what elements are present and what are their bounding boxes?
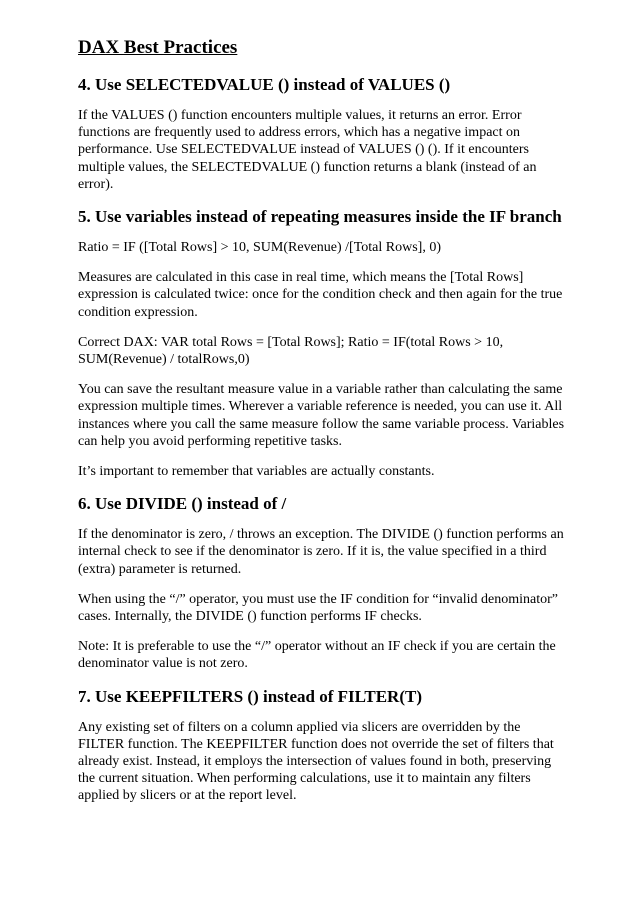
section-selectedvalue xyxy=(78,74,568,193)
paragraph: If the denominator is zero, / throws an exception. The DIVIDE () function performs an internal check to see if the denominator is zero. If it is, the value specified in a third (extra) parameter is returned. xyxy=(78,527,564,577)
section-keepfilters xyxy=(78,686,568,805)
section-heading: 5. Use variables instead of repeating measures inside the IF branch xyxy=(78,207,562,227)
section-heading: 4. Use SELECTEDVALUE () instead of VALUES () xyxy=(78,75,451,94)
code-example: Ratio = IF ([Total Rows] > 10, SUM(Revenue) /[Total Rows], 0) xyxy=(78,240,442,256)
paragraph: When using the “/” operator, you must use the IF condition for “invalid denominator” cases. Internally, the DIVIDE () function performs IF checks. xyxy=(78,591,558,625)
note-paragraph: Note: It is preferable to use the “/” operator without an IF check if you are certain the denominator value is not zero. xyxy=(78,639,556,672)
section-variables xyxy=(78,206,568,480)
paragraph: If the VALUES () function encounters multiple values, it returns an error. Error functions are frequently used to address errors, which has a negative impact on performance. Use SELECTEDVALUE instead of VALUES () (). If it encounters multiple values, the SELECTEDVALUE () function returns a blank (instead of an error). xyxy=(78,108,537,192)
paragraph: Any existing set of filters on a column applied via slicers are overridden by the FILTER function. The KEEPFILTER function does not override the set of filters that already exist. Instead, it employs the intersection of values found in both, preserving the current situation. When performing calculations, use it to maintain any filters applied by slicers or at the report level. xyxy=(78,719,554,804)
document-page xyxy=(78,36,568,818)
paragraph: You can save the resultant measure value in a variable rather than calculating the same expression multiple times. Wherever a variable reference is needed, you can use it. All instances where you call the same measure follow the same variable process. Variables can help you avoid performing repetitive tasks. xyxy=(78,382,565,449)
paragraph: It’s important to remember that variables are actually constants. xyxy=(78,464,435,480)
section-divide xyxy=(78,493,568,672)
paragraph: Measures are calculated in this case in real time, which means the [Total Rows] expression is calculated twice: once for the condition check and then again for the true condition expression. xyxy=(78,270,563,320)
section-heading: 6. Use DIVIDE () instead of / xyxy=(78,494,287,514)
code-example: Correct DAX: VAR total Rows = [Total Rows]; Ratio = IF(total Rows > 10, SUM(Revenue) / totalRows,0) xyxy=(78,334,504,368)
document-title: DAX Best Practices xyxy=(78,37,238,58)
section-heading: 7. Use KEEPFILTERS () instead of FILTER(T) xyxy=(78,686,422,706)
